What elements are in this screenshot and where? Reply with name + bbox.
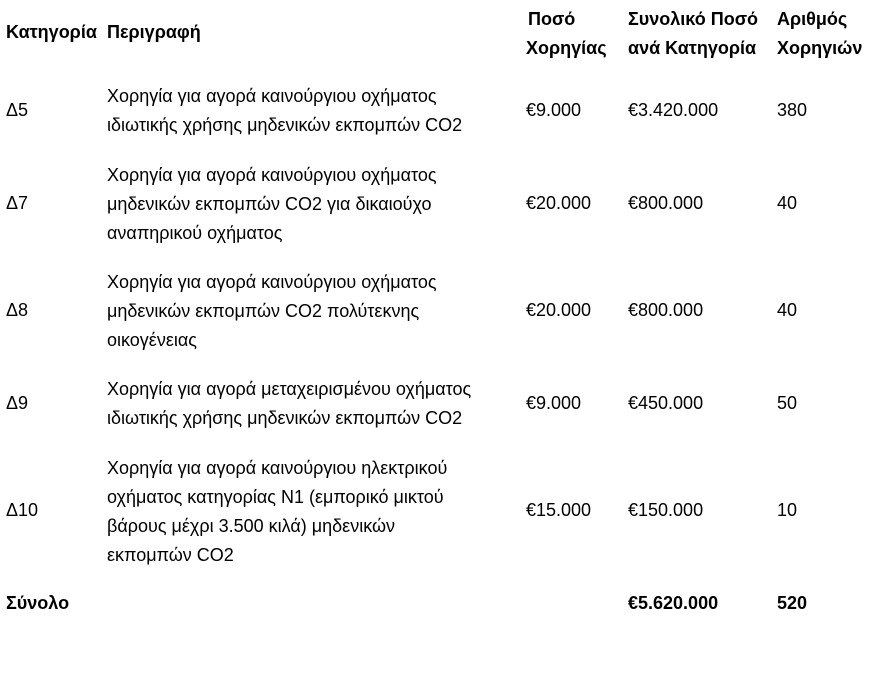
row-d7-count: 40 xyxy=(777,193,798,213)
row-d5-amount: €9.000 xyxy=(526,100,582,120)
header-total-line1: Συνολικό Ποσό xyxy=(628,9,759,29)
header-count-line2: Χορηγιών xyxy=(777,38,863,58)
row-d10-description-line: Χορηγία για αγορά καινούργιου ηλεκτρικού xyxy=(107,458,448,478)
row-d9-amount: €9.000 xyxy=(526,393,582,413)
row-d10-description-line: εκπομπών CO2 xyxy=(107,545,234,565)
row-d5-description-line: ιδιωτικής χρήσης μηδενικών εκπομπών CO2 xyxy=(107,115,463,135)
row-d5-description xyxy=(107,82,462,140)
row-d5-total: €3.420.000 xyxy=(628,100,719,120)
row-d5-description-line: Χορηγία για αγορά καινούργιου οχήματος xyxy=(107,86,437,106)
row-d10-category: Δ10 xyxy=(6,500,39,520)
header-total-line2: ανά Κατηγορία xyxy=(628,38,757,58)
row-d7-description-line: μηδενικών εκπομπών CO2 για δικαιούχο xyxy=(107,194,432,214)
row-d9-total: €450.000 xyxy=(628,393,704,413)
row-d8-amount: €20.000 xyxy=(526,300,592,320)
totals-label: Σύνολο xyxy=(6,593,70,613)
row-d10-description xyxy=(107,454,447,570)
row-d8-count: 40 xyxy=(777,300,798,320)
row-d7-amount: €20.000 xyxy=(526,193,592,213)
row-d7-category: Δ7 xyxy=(6,193,29,213)
row-d7-total: €800.000 xyxy=(628,193,704,213)
header-description: Περιγραφή xyxy=(107,22,201,42)
row-d9-count: 50 xyxy=(777,393,798,413)
row-d5-category: Δ5 xyxy=(6,100,29,120)
row-d8-category: Δ8 xyxy=(6,300,29,320)
row-d5-count: 380 xyxy=(777,100,808,120)
row-d8-description-line: Χορηγία για αγορά καινούργιου οχήματος xyxy=(107,272,437,292)
row-d8-description xyxy=(107,268,437,355)
row-d9-description-line: Χορηγία για αγορά μεταχειρισμένου οχήματος xyxy=(107,379,472,399)
row-d10-amount: €15.000 xyxy=(526,500,592,520)
row-d7-description xyxy=(107,161,437,248)
row-d8-description-line: οικογένειας xyxy=(107,330,197,350)
row-d7-description-line: Χορηγία για αγορά καινούργιου οχήματος xyxy=(107,165,437,185)
header-count-line1: Αριθμός xyxy=(777,9,848,29)
header-amount-line1: Ποσό xyxy=(528,9,576,29)
totals-count: 520 xyxy=(777,593,808,613)
row-d10-total: €150.000 xyxy=(628,500,704,520)
row-d7-description-line: αναπηρικού οχήματος xyxy=(107,223,283,243)
row-d8-description-line: μηδενικών εκπομπών CO2 πολύτεκνης xyxy=(107,301,420,321)
row-d10-description-line: οχήματος κατηγορίας Ν1 (εμπορικό μικτού xyxy=(107,487,444,507)
totals-amount: €5.620.000 xyxy=(628,593,719,613)
row-d10-description-line: βάρους μέχρι 3.500 κιλά) μηδενικών xyxy=(107,516,396,536)
header-amount-line2: Χορηγίας xyxy=(526,38,607,58)
row-d9-category: Δ9 xyxy=(6,393,29,413)
header-category: Κατηγορία xyxy=(6,22,97,42)
row-d10-count: 10 xyxy=(777,500,798,520)
row-d9-description-line: ιδιωτικής χρήσης μηδενικών εκπομπών CO2 xyxy=(107,408,463,428)
row-d8-total: €800.000 xyxy=(628,300,704,320)
row-d9-description xyxy=(107,375,471,433)
